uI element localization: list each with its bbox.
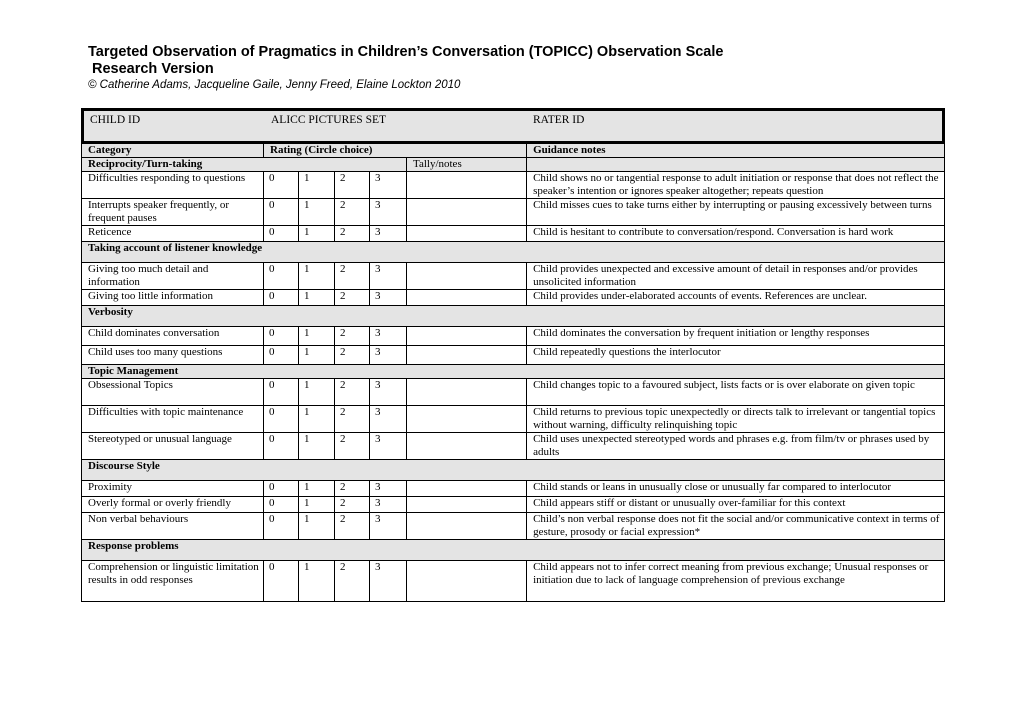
tally-notes-cell[interactable]	[407, 497, 527, 513]
tally-notes-cell[interactable]	[407, 346, 527, 365]
document-subtitle: Research Version	[92, 61, 214, 77]
tally-notes-cell[interactable]	[407, 481, 527, 497]
rating-2[interactable]: 2	[335, 290, 370, 306]
rating-1[interactable]: 1	[299, 226, 335, 242]
section-title: Taking account of listener knowledge	[82, 242, 945, 263]
rating-3[interactable]: 3	[370, 199, 407, 226]
rating-0[interactable]: 0	[264, 561, 299, 602]
guidance-note: Child returns to previous topic unexpectedly or directs talk to irrelevant or tangential topics without warning, difficulty relinquishing topic	[527, 406, 945, 433]
header-row	[82, 144, 945, 158]
table-row	[82, 346, 945, 365]
guidance-note: Child changes topic to a favoured subject, lists facts or is over elaborate on given topic	[527, 379, 945, 406]
item-label: Difficulties with topic maintenance	[82, 406, 264, 433]
tally-notes-cell[interactable]	[407, 290, 527, 306]
guidance-note: Child uses unexpected stereotyped words and phrases e.g. from film/tv or phrases used by adults	[527, 433, 945, 460]
item-label: Child uses too many questions	[82, 346, 264, 365]
rating-1[interactable]: 1	[299, 172, 335, 199]
rating-3[interactable]: 3	[370, 172, 407, 199]
rating-1[interactable]: 1	[299, 379, 335, 406]
guidance-note: Child’s non verbal response does not fit the social and/or communicative context in terms of gesture, prosody or facial expression*	[527, 513, 945, 540]
table-row	[82, 199, 945, 226]
section-row	[82, 460, 945, 481]
guidance-note: Child provides under-elaborated accounts of events. References are unclear.	[527, 290, 945, 306]
rating-1[interactable]: 1	[299, 263, 335, 290]
rating-3[interactable]: 3	[370, 406, 407, 433]
col-rating-header: Rating (Circle choice)	[264, 144, 527, 158]
tally-notes-cell[interactable]	[407, 327, 527, 346]
rating-3[interactable]: 3	[370, 379, 407, 406]
table-row	[82, 172, 945, 199]
rating-3[interactable]: 3	[370, 327, 407, 346]
rating-3[interactable]: 3	[370, 290, 407, 306]
rating-2[interactable]: 2	[335, 199, 370, 226]
guidance-note: Child repeatedly questions the interlocutor	[527, 346, 945, 365]
tally-notes-cell[interactable]	[407, 263, 527, 290]
document-title: Targeted Observation of Pragmatics in Children’s Conversation (TOPICC) Observation Scale	[88, 44, 724, 60]
section-title: Discourse Style	[82, 460, 945, 481]
table-row	[82, 406, 945, 433]
item-label: Giving too little information	[82, 290, 264, 306]
tally-notes-header: Tally/notes	[407, 158, 527, 172]
table-row	[82, 290, 945, 306]
guidance-note: Child shows no or tangential response to adult initiation or response that does not reflect the speaker’s intention or ignores speaker altogether; repeats question	[527, 172, 945, 199]
table-row	[82, 226, 945, 242]
rating-0[interactable]: 0	[264, 406, 299, 433]
tally-notes-cell[interactable]	[407, 199, 527, 226]
rating-3[interactable]: 3	[370, 263, 407, 290]
guidance-note: Child is hesitant to contribute to conversation/respond. Conversation is hard work	[527, 226, 945, 242]
section-title: Verbosity	[82, 306, 945, 327]
rating-3[interactable]: 3	[370, 497, 407, 513]
tally-notes-cell[interactable]	[407, 561, 527, 602]
tally-notes-cell[interactable]	[407, 172, 527, 199]
rating-3[interactable]: 3	[370, 561, 407, 602]
rating-0[interactable]: 0	[264, 327, 299, 346]
guidance-note: Child misses cues to take turns either by interrupting or pausing excessively between turns	[527, 199, 945, 226]
rating-1[interactable]: 1	[299, 513, 335, 540]
rating-0[interactable]: 0	[264, 172, 299, 199]
col-guidance-header: Guidance notes	[527, 144, 945, 158]
tally-notes-cell[interactable]	[407, 226, 527, 242]
item-label: Overly formal or overly friendly	[82, 497, 264, 513]
tally-notes-cell[interactable]	[407, 433, 527, 460]
rating-0[interactable]: 0	[264, 226, 299, 242]
section-row	[82, 365, 945, 379]
rating-2[interactable]: 2	[335, 406, 370, 433]
section-title: Reciprocity/Turn-taking	[82, 158, 407, 172]
rating-2[interactable]: 2	[335, 513, 370, 540]
section-row	[82, 158, 945, 172]
rating-1[interactable]: 1	[299, 199, 335, 226]
item-label: Comprehension or linguistic limitation results in odd responses	[82, 561, 264, 602]
guidance-note: Child dominates the conversation by frequent initiation or lengthy responses	[527, 327, 945, 346]
item-label: Difficulties responding to questions	[82, 172, 264, 199]
rating-0[interactable]: 0	[264, 346, 299, 365]
rating-3[interactable]: 3	[370, 433, 407, 460]
rating-0[interactable]: 0	[264, 263, 299, 290]
table-row	[82, 327, 945, 346]
table-row	[82, 513, 945, 540]
guidance-note: Child appears stiff or distant or unusually over-familiar for this context	[527, 497, 945, 513]
rating-0[interactable]: 0	[264, 481, 299, 497]
rating-2[interactable]: 2	[335, 433, 370, 460]
section-guidance-blank	[527, 158, 945, 172]
rating-0[interactable]: 0	[264, 290, 299, 306]
rating-1[interactable]: 1	[299, 346, 335, 365]
tally-notes-cell[interactable]	[407, 513, 527, 540]
rating-1[interactable]: 1	[299, 327, 335, 346]
item-label: Proximity	[82, 481, 264, 497]
rating-3[interactable]: 3	[370, 513, 407, 540]
rating-0[interactable]: 0	[264, 513, 299, 540]
copyright-line: © Catherine Adams, Jacqueline Gaile, Jenny Freed, Elaine Lockton 2010	[88, 79, 461, 91]
rating-2[interactable]: 2	[335, 346, 370, 365]
table-row	[82, 561, 945, 602]
item-label: Obsessional Topics	[82, 379, 264, 406]
rating-1[interactable]: 1	[299, 290, 335, 306]
rating-2[interactable]: 2	[335, 226, 370, 242]
table-row	[82, 379, 945, 406]
guidance-note: Child provides unexpected and excessive amount of detail in responses and/or provides unsolicited information	[527, 263, 945, 290]
rating-2[interactable]: 2	[335, 327, 370, 346]
guidance-note: Child appears not to infer correct meaning from previous exchange; Unusual responses or initiation due to lack of language comprehension of previous exchange	[527, 561, 945, 602]
rating-2[interactable]: 2	[335, 481, 370, 497]
item-label: Non verbal behaviours	[82, 513, 264, 540]
section-row	[82, 540, 945, 561]
item-label: Interrupts speaker frequently, or frequent pauses	[82, 199, 264, 226]
rating-0[interactable]: 0	[264, 379, 299, 406]
id-box	[81, 108, 945, 144]
rating-2[interactable]: 2	[335, 497, 370, 513]
item-label: Reticence	[82, 226, 264, 242]
table-row	[82, 263, 945, 290]
rating-3[interactable]: 3	[370, 226, 407, 242]
item-label: Stereotyped or unusual language	[82, 433, 264, 460]
item-label: Giving too much detail and information	[82, 263, 264, 290]
rating-2[interactable]: 2	[335, 379, 370, 406]
rating-0[interactable]: 0	[264, 199, 299, 226]
document-header	[88, 44, 723, 93]
rating-0[interactable]: 0	[264, 497, 299, 513]
table-row	[82, 433, 945, 460]
tally-notes-cell[interactable]	[407, 379, 527, 406]
rating-1[interactable]: 1	[299, 561, 335, 602]
table-row	[82, 481, 945, 497]
rating-1[interactable]: 1	[299, 406, 335, 433]
rater-id-field[interactable]: RATER ID	[533, 114, 585, 126]
pictures-set-field[interactable]: ALICC PICTURES SET	[271, 114, 387, 126]
rating-2[interactable]: 2	[335, 172, 370, 199]
rating-3[interactable]: 3	[370, 346, 407, 365]
child-id-field[interactable]: CHILD ID	[90, 114, 141, 126]
table-row	[82, 497, 945, 513]
rating-0[interactable]: 0	[264, 433, 299, 460]
col-category-header: Category	[82, 144, 264, 158]
rating-1[interactable]: 1	[299, 497, 335, 513]
tally-notes-cell[interactable]	[407, 406, 527, 433]
rating-3[interactable]: 3	[370, 481, 407, 497]
rating-2[interactable]: 2	[335, 561, 370, 602]
section-row	[82, 242, 945, 263]
observation-scale-table	[81, 143, 945, 602]
guidance-note: Child stands or leans in unusually close or unusually far compared to interlocutor	[527, 481, 945, 497]
rating-1[interactable]: 1	[299, 481, 335, 497]
rating-1[interactable]: 1	[299, 433, 335, 460]
section-title: Topic Management	[82, 365, 945, 379]
rating-2[interactable]: 2	[335, 263, 370, 290]
section-row	[82, 306, 945, 327]
section-title: Response problems	[82, 540, 945, 561]
item-label: Child dominates conversation	[82, 327, 264, 346]
